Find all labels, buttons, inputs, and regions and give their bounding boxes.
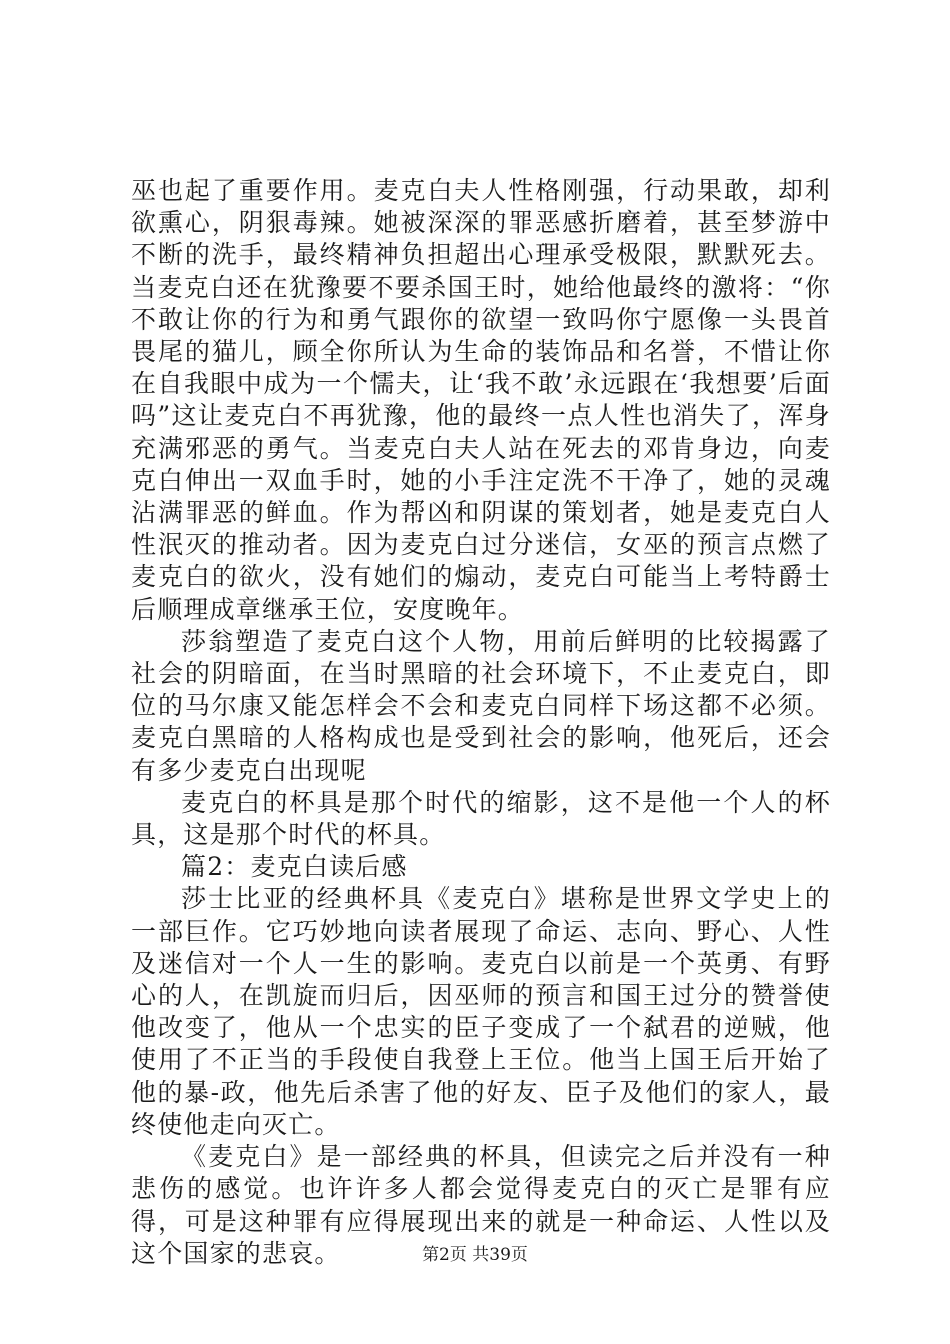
paragraph-1: 巫也起了重要作用。麦克白夫人性格刚强，行动果敢，却利欲熏心，阴狠毒辣。她被深深的罪恶感折磨着，甚至梦游中不断的洗手，最终精神负担超出心理承受极限，默默死去。当麦克白还在犹豫要不要杀国王时，她给他最终的激将：“你不敢让你的行为和勇气跟你的欲望一致吗你宁愿像一头畏首畏尾的猫儿，顾全你所认为生命的装饰品和名誉，不惜让你在自我眼中成为一个懦夫，让‘我不敢’永远跟在‘我想要’后面吗”这让麦克白不再犹豫，他的最终一点人性也消失了，浑身充满邪恶的勇气。当麦克白夫人站在死去的邓肯身边，向麦克白伸出一双血手时，她的小手注定洗不干净了，她的灵魂沾满罪恶的鲜血。作为帮凶和阴谋的策划者，她是麦克白人性泯灭的推动者。因为麦克白过分迷信，女巫的预言点燃了麦克白的欲火，没有她们的煽动，麦克白可能当上考特爵士后顺理成章继承王位，安度晚年。: [131, 176, 831, 624]
paragraph-2: 莎翁塑造了麦克白这个人物，用前后鲜明的比较揭露了社会的阴暗面，在当时黑暗的社会环境下，不止麦克白，即位的马尔康又能怎样会不会和麦克白同样下场这都不必须。麦克白黑暗的人格构成也是受到社会的影响，他死后，还会有多少麦克白出现呢: [131, 626, 831, 785]
paragraph-5: 《麦克白》是一部经典的杯具，但读完之后并没有一种悲伤的感觉。也许许多人都会觉得麦克白的灭亡是罪有应得，可是这种罪有应得展现出来的就是一种命运、人性以及这个国家的悲哀。: [131, 1142, 831, 1268]
document-body: [131, 175, 831, 1270]
section-heading: 篇2：麦克白读后感: [181, 852, 408, 882]
paragraph-4: 莎士比亚的经典杯具《麦克白》堪称是世界文学史上的一部巨作。它巧妙地向读者展现了命运、志向、野心、人性及迷信对一个人一生的影响。麦克白以前是一个英勇、有野心的人，在凯旋而归后，因巫师的预言和国王过分的赞誉使他改变了，他从一个忠实的臣子变成了一个弑君的逆贼，他使用了不正当的手段使自我登上王位。他当上国王后开始了他的暴-政，他先后杀害了他的好友、臣子及他们的家人，最终使他走向灭亡。: [131, 884, 831, 1139]
page-number-footer: 第2页 共39页: [422, 1245, 528, 1265]
paragraph-3: 麦克白的杯具是那个时代的缩影，这不是他一个人的杯具，这是那个时代的杯具。: [131, 787, 831, 850]
